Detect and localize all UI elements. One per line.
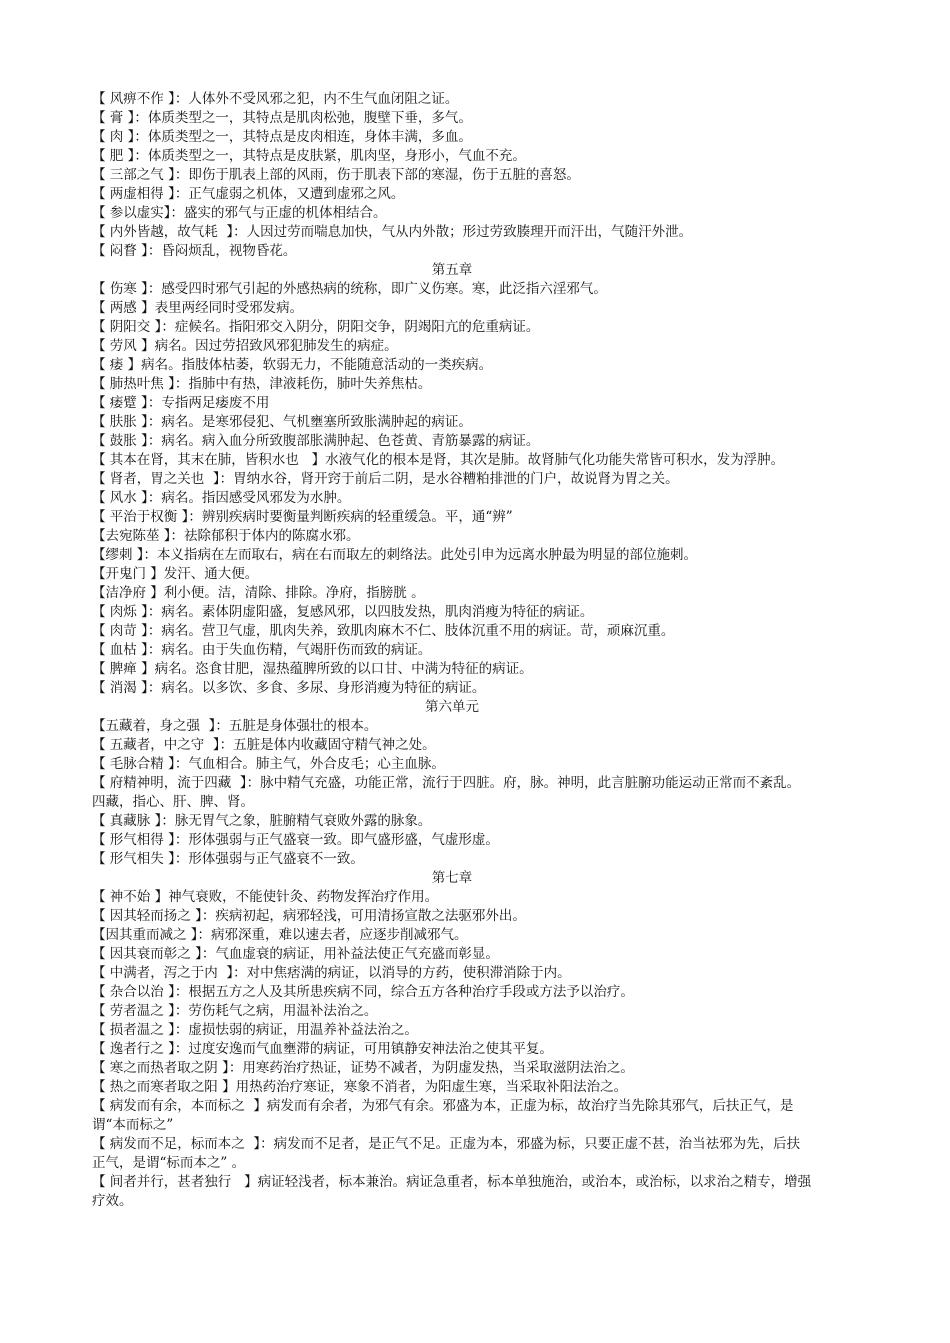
entry-definition: 水液气化的根本是肾，其次是肺。故肾肺气化功能失常皆可积水，发为浮肿。 bbox=[325, 452, 785, 468]
glossary-entry bbox=[92, 1059, 812, 1078]
entry-term: 【 间者并行，甚者独行 】 bbox=[92, 1174, 258, 1190]
entry-definition: ：病邪深重，难以速去者，应逐步削减邪气。 bbox=[197, 927, 468, 943]
entry-definition: ：病名。病入血分所致腹部胀满肿起、色苍黄、青筋暴露的病证。 bbox=[147, 433, 540, 449]
chapter-heading: 第六单元 bbox=[425, 699, 479, 715]
entry-term: 【 三部之气 】 bbox=[92, 167, 175, 183]
entry-definition: ：正气虚弱之机体，又遭到虚邪之风。 bbox=[174, 186, 405, 202]
entry-definition: ：昏闷烦乱，视物昏花。 bbox=[147, 243, 297, 259]
entry-definition: ：指肺中有热，津液耗伤，肺叶失养焦枯。 bbox=[174, 376, 432, 392]
entry-definition: ：过度安逸而气血壅滞的病证，可用镇静安神法治之使其平复。 bbox=[174, 1041, 553, 1057]
glossary-entry bbox=[92, 1040, 812, 1059]
glossary-entry bbox=[92, 280, 812, 299]
glossary-entry bbox=[92, 470, 812, 489]
entry-definition: ：劳伤耗气之病，用温补法治之。 bbox=[174, 1003, 378, 1019]
glossary-entry bbox=[92, 584, 812, 603]
entry-term: 【 肤胀 】 bbox=[92, 414, 148, 430]
entry-definition: ：病名。以多饮、多食、多尿、身形消瘦为特征的病证。 bbox=[147, 680, 486, 696]
glossary-entry bbox=[92, 128, 812, 147]
entry-term: 【 逸者行之 】 bbox=[92, 1041, 175, 1057]
glossary-entry bbox=[92, 679, 812, 698]
glossary-entry bbox=[92, 660, 812, 679]
entry-definition: ：专指两足痿废不用 bbox=[147, 395, 270, 411]
entry-definition: ：病名。指因感受风邪发为水肿。 bbox=[147, 490, 351, 506]
entry-definition: 病名。恣食甘肥，湿热蕴脾所致的以口甘、中满为特征的病证。 bbox=[154, 661, 533, 677]
chapter-heading: 第五章 bbox=[431, 262, 473, 278]
entry-term: 【 血枯 】 bbox=[92, 642, 148, 658]
entry-definition: ：脉中精气充盛，功能正常，流行于四脏。府，脉。神明，此言脏腑功能运动正常而不紊乱。四藏，指心、肝、脾、肾。 bbox=[92, 775, 801, 810]
entry-term: 【 肉烁 】 bbox=[92, 604, 148, 620]
entry-definition: 病发而有余者，为邪气有余。邪盛为本，正虚为标，故治疗当先除其邪气，后扶正气，是谓“本而标之” bbox=[92, 1098, 794, 1133]
entry-term: 【 阴阳交 】 bbox=[92, 319, 162, 335]
glossary-entry bbox=[92, 641, 812, 660]
glossary-entry bbox=[92, 375, 812, 394]
entry-term: 【 两虚相得 】 bbox=[92, 186, 175, 202]
entry-definition: ：用寒药治疗热证，证势不减者，为阴虚发热，当采取滋阴法治之。 bbox=[228, 1060, 634, 1076]
entry-term: 【洁净府 】 bbox=[92, 585, 164, 601]
entry-term: 【因其重而减之 】 bbox=[92, 927, 198, 943]
entry-term: 【 两感 】 bbox=[92, 300, 155, 316]
entry-term: 【 损者温之 】 bbox=[92, 1022, 175, 1038]
glossary-entry bbox=[92, 185, 812, 204]
entry-term: 【 平治于权衡 】 bbox=[92, 509, 189, 525]
entry-definition: ：脉无胃气之象，脏腑精气衰败外露的脉象。 bbox=[161, 813, 432, 829]
glossary-entry bbox=[92, 736, 812, 755]
glossary-entry bbox=[92, 774, 812, 812]
entry-definition: ：病名。由于失血伤精，气竭肝伤而致的病证。 bbox=[147, 642, 432, 658]
glossary-entry bbox=[92, 432, 812, 451]
entry-definition: ：形体强弱与正气盛衰不一致。 bbox=[174, 851, 364, 867]
entry-term: 【 中满者，泻之于内 】 bbox=[92, 965, 234, 981]
glossary-entry bbox=[92, 565, 812, 584]
glossary-entry bbox=[92, 831, 812, 850]
entry-term: 【 五藏者，中之守 】 bbox=[92, 737, 220, 753]
glossary-entry bbox=[92, 394, 812, 413]
entry-term: 【 病发而有余，本而标之 】 bbox=[92, 1098, 267, 1114]
glossary-entry bbox=[92, 926, 812, 945]
entry-term: 【五藏着，身之强 】 bbox=[92, 718, 216, 734]
entry-term: 【 肺热叶焦 】 bbox=[92, 376, 175, 392]
entry-definition: ：人因过劳而喘息加快，气从内外散；形过劳致腠理开而汗出，气随汗外泄。 bbox=[233, 224, 693, 240]
entry-definition: 病名。指肢体枯萎，软弱无力，不能随意活动的一类疾病。 bbox=[141, 357, 493, 373]
entry-term: 【 肥 】 bbox=[92, 148, 135, 164]
entry-definition: ：本义指病在左而取右，病在右而取左的刺络法。此处引申为远离水肿最为明显的部位施刺。 bbox=[143, 547, 698, 563]
entry-definition: ：病名。营卫气虚，肌肉失养，致肌肉麻木不仁、肢体沉重不用的病证。苛，顽麻沉重。 bbox=[147, 623, 675, 639]
entry-definition: 病名。因过劳招致风邪犯肺发生的病症。 bbox=[154, 338, 398, 354]
glossary-entry bbox=[92, 755, 812, 774]
entry-definition: ：症候名。指阳邪交入阴分，阴阳交争，阴竭阳亢的危重病证。 bbox=[161, 319, 540, 335]
glossary-entry bbox=[92, 147, 812, 166]
entry-term: 【去宛陈莝 】 bbox=[92, 528, 171, 544]
entry-term: 【开鬼门 】 bbox=[92, 566, 164, 582]
glossary-entry bbox=[92, 850, 812, 869]
glossary-entry bbox=[92, 603, 812, 622]
entry-term: 【 鼓胀 】 bbox=[92, 433, 148, 449]
entry-term: 【 因其轻而扬之 】 bbox=[92, 908, 202, 924]
entry-term: 【 府精神明，流于四藏 】 bbox=[92, 775, 247, 791]
entry-term: 【 脾瘅 】 bbox=[92, 661, 155, 677]
glossary-entry bbox=[92, 888, 812, 907]
glossary-entry bbox=[92, 1078, 812, 1097]
entry-term: 【 其本在肾，其末在肺，皆积水也 】 bbox=[92, 452, 326, 468]
entry-definition: ：胃纳水谷，肾开窍于前后二阴，是水谷糟粕排泄的门户，故说肾为胃之关。 bbox=[219, 471, 679, 487]
glossary-entry bbox=[92, 508, 812, 527]
entry-definition: 神气衰败，不能使针灸、药物发挥治疗作用。 bbox=[168, 889, 439, 905]
glossary-entry bbox=[92, 622, 812, 641]
entry-definition: ：病名。素体阴虚阳盛，复感风邪，以四肢发热，肌肉消瘦为特征的病证。 bbox=[147, 604, 594, 620]
glossary-entry bbox=[92, 223, 812, 242]
entry-definition: ：病名。是寒邪侵犯、气机壅塞所致胀满肿起的病证。 bbox=[147, 414, 472, 430]
glossary-entry bbox=[92, 451, 812, 470]
glossary-entry bbox=[92, 356, 812, 375]
entry-term: 【 形气相失 】 bbox=[92, 851, 175, 867]
glossary-entry bbox=[92, 337, 812, 356]
glossary-entry bbox=[92, 717, 812, 736]
entry-term: 【 肉苛 】 bbox=[92, 623, 148, 639]
entry-definition: 病证轻浅者，标本兼治。病证急重者，标本单独施治，或治本，或治标，以求治之精专，增强疗效。 bbox=[92, 1174, 812, 1209]
entry-term: 【 痿躄 】 bbox=[92, 395, 148, 411]
glossary-entry bbox=[92, 109, 812, 128]
entry-definition: ：对中焦痞满的病证，以消导的方药，使积滞消除于内。 bbox=[233, 965, 571, 981]
entry-term: 【 杂合以治 】 bbox=[92, 984, 175, 1000]
entry-term: 【 形气相得 】 bbox=[92, 832, 175, 848]
entry-definition: ：辨别疾病时要衡量判断疾病的轻重缓急。平，通“辨” bbox=[188, 509, 513, 525]
entry-definition: ：体质类型之一，其特点是肌肉松弛，腹壁下垂，多气。 bbox=[134, 110, 472, 126]
chapter-heading: 第七章 bbox=[431, 870, 473, 886]
entry-term: 【 内外皆越，故气耗 】 bbox=[92, 224, 234, 240]
entry-definition: 用热药治疗寒证，寒象不消者，为阳虚生寒，当采取补阳法治之。 bbox=[235, 1079, 628, 1095]
entry-term: 【缪刺 】 bbox=[92, 547, 144, 563]
glossary-entry bbox=[92, 90, 812, 109]
glossary-entry bbox=[92, 489, 812, 508]
entry-definition: ：根据五方之人及其所患疾病不同，综合五方各种治疗手段或方法予以治疗。 bbox=[174, 984, 634, 1000]
entry-term: 【 伤寒 】 bbox=[92, 281, 148, 297]
glossary-entry bbox=[92, 983, 812, 1002]
glossary-entry bbox=[92, 413, 812, 432]
entry-term: 【 肾者，胃之关也 】 bbox=[92, 471, 220, 487]
glossary-entry bbox=[92, 1002, 812, 1021]
entry-definition: ：体质类型之一，其特点是皮肤紧，肌肉坚，身形小，气血不充。 bbox=[134, 148, 526, 164]
entry-definition: 表里两经同时受邪发病。 bbox=[154, 300, 304, 316]
entry-definition: ：虚损怯弱的病证，用温养补益法治之。 bbox=[174, 1022, 418, 1038]
glossary-entry bbox=[92, 204, 812, 223]
entry-definition: ：感受四时邪气引起的外感热病的统称，即广义伤寒。寒，此泛指六淫邪气。 bbox=[147, 281, 607, 297]
entry-definition: ：五脏是身体强壮的根本。 bbox=[215, 718, 378, 734]
glossary-entry bbox=[92, 299, 812, 318]
entry-definition: ：盛实的邪气与正虚的机体相结合。 bbox=[170, 205, 387, 221]
entry-term: 【 寒之而热者取之阴 】 bbox=[92, 1060, 229, 1076]
glossary-entry bbox=[92, 242, 812, 261]
glossary-entry bbox=[92, 318, 812, 337]
entry-term: 【 劳风 】 bbox=[92, 338, 155, 354]
entry-term: 【 风痹不作 】 bbox=[92, 91, 175, 107]
entry-term: 【 因其衰而彰之 】 bbox=[92, 946, 202, 962]
entry-definition: ：体质类型之一，其特点是皮肉相连，身体丰满，多血。 bbox=[134, 129, 472, 145]
entry-term: 【 劳者温之 】 bbox=[92, 1003, 175, 1019]
entry-term: 【 真藏脉 】 bbox=[92, 813, 162, 829]
entry-definition: ：形体强弱与正气盛衰一致。即气盛形盛，气虚形虚。 bbox=[174, 832, 499, 848]
glossary-entry bbox=[92, 812, 812, 831]
glossary-entry bbox=[92, 1097, 812, 1135]
glossary-entry bbox=[92, 945, 812, 964]
entry-definition: ：即伤于肌表上部的风雨，伤于肌表下部的寒湿，伤于五脏的喜怒。 bbox=[174, 167, 580, 183]
entry-term: 【 风水 】 bbox=[92, 490, 148, 506]
entry-term: 【 参以虚实】 bbox=[92, 205, 171, 221]
entry-definition: ：疾病初起，病邪轻浅，可用清扬宣散之法驱邪外出。 bbox=[201, 908, 526, 924]
entry-definition: 发汗、通大便。 bbox=[163, 566, 259, 582]
glossary-entry bbox=[92, 1021, 812, 1040]
entry-term: 【 痿 】 bbox=[92, 357, 142, 373]
entry-term: 【 肉 】 bbox=[92, 129, 135, 145]
entry-definition: ：气血虚衰的病证，用补益法使正气充盛而彰显。 bbox=[201, 946, 499, 962]
glossary-entry bbox=[92, 546, 812, 565]
document-body bbox=[92, 90, 812, 1211]
entry-term: 【 神不始 】 bbox=[92, 889, 169, 905]
entry-term: 【 毛脉合精 】 bbox=[92, 756, 175, 772]
glossary-entry bbox=[92, 527, 812, 546]
glossary-entry bbox=[92, 907, 812, 926]
entry-term: 【 膏 】 bbox=[92, 110, 135, 126]
glossary-entry bbox=[92, 166, 812, 185]
entry-term: 【 热之而寒者取之阳 】 bbox=[92, 1079, 236, 1095]
glossary-entry bbox=[92, 964, 812, 983]
entry-definition: ：人体外不受风邪之犯，内不生气血闭阻之证。 bbox=[174, 91, 459, 107]
entry-term: 【 病发而不足，标而本之 】 bbox=[92, 1136, 261, 1152]
entry-definition: ：病发而不足者，是正气不足。正虚为本，邪盛为标，只要正虚不甚，治当祛邪为先，后扶正气，是谓“标而本之” 。 bbox=[92, 1136, 801, 1171]
entry-definition: ：祛除郁积于体内的陈腐水邪。 bbox=[170, 528, 360, 544]
entry-term: 【 闷瞀 】 bbox=[92, 243, 148, 259]
glossary-entry bbox=[92, 1135, 812, 1173]
entry-definition: ：气血相合。肺主气，外合皮毛；心主血脉。 bbox=[174, 756, 445, 772]
entry-definition: 利小便。洁，清除、排除。净府，指膀胱 。 bbox=[163, 585, 425, 601]
entry-definition: ：五脏是体内收藏固守精气神之处。 bbox=[219, 737, 436, 753]
entry-term: 【 消渴 】 bbox=[92, 680, 148, 696]
glossary-entry bbox=[92, 1173, 812, 1211]
